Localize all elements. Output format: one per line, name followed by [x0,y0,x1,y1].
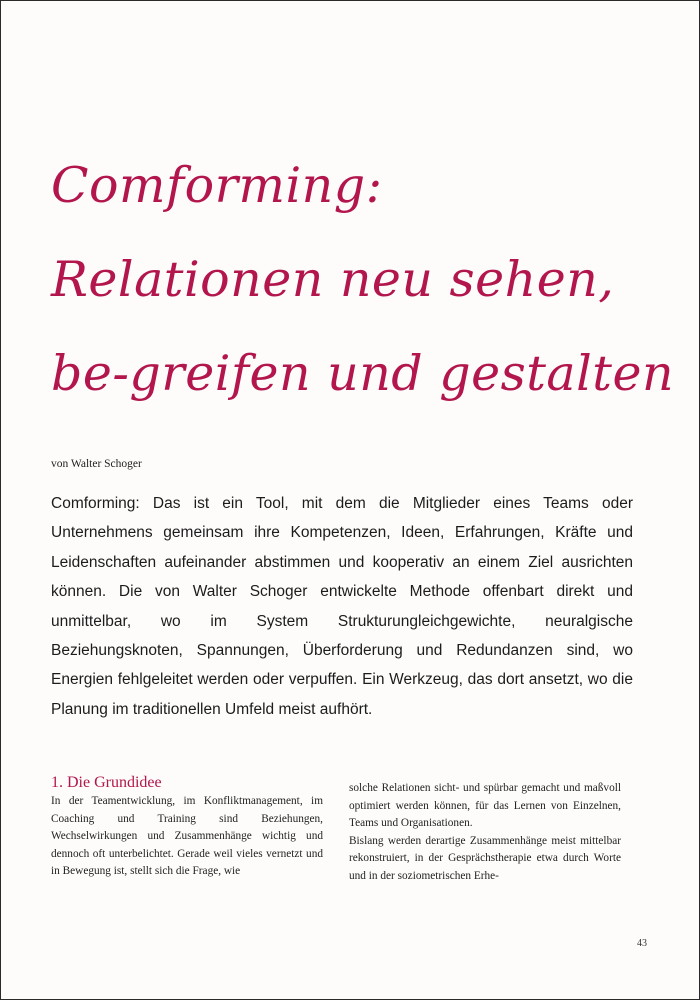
body-paragraph-left: In der Teamentwicklung, im Konfliktmanagement, im Coaching und Training sind Beziehungen, Wechselwirkungen und Zusammenhänge wichtig und dennoch oft unterbelichtet. Gerade weil vieles vernetzt und in Bewegung ist, stellt sich die Frage, wie [51,795,323,878]
title-line-3: be-greifen und gestalten [51,345,675,402]
body-paragraph-right-1: solche Relationen sicht- und spürbar gemacht und maßvoll optimiert werden können, für das Lernen von Einzelnen, Teams und Organisationen. [349,782,621,830]
lead-paragraph: Comforming: Das ist ein Tool, mit dem die Mitglieder eines Teams oder Unternehmens gemeinsam ihre Kompetenzen, Ideen, Erfahrungen, Kräfte und Leidenschaften aufeinander abstimmen und kooperativ an einem Ziel ausrichten können. Die von Walter Schoger entwickelte Methode offenbart direkt und unmittelbar, wo im System Strukturungleichgewichte, neuralgische Beziehungsknoten, Spannungen, Überforderung und Redundanzen sind, wo Energien fehlgeleitet werden oder verpuffen. Ein Werkzeug, das dort ansetzt, wo die Planung im traditionellen Umfeld meist aufhört. [51,495,633,718]
column-left [51,774,323,881]
article-title [51,139,675,421]
body-paragraph-right-2: Bislang werden derartige Zusammenhänge meist mittelbar rekonstruiert, in der Gesprächstherapie etwa durch Worte und in der soziometrischen Erhe- [349,834,621,882]
section-heading: 1. Die Grundidee [51,774,162,791]
author-byline: von Walter Schoger [51,458,142,470]
page-number: 43 [637,938,647,949]
title-line-1: Comforming: [51,157,383,214]
column-right [349,780,621,886]
title-line-2: Relationen neu sehen, [51,251,615,308]
